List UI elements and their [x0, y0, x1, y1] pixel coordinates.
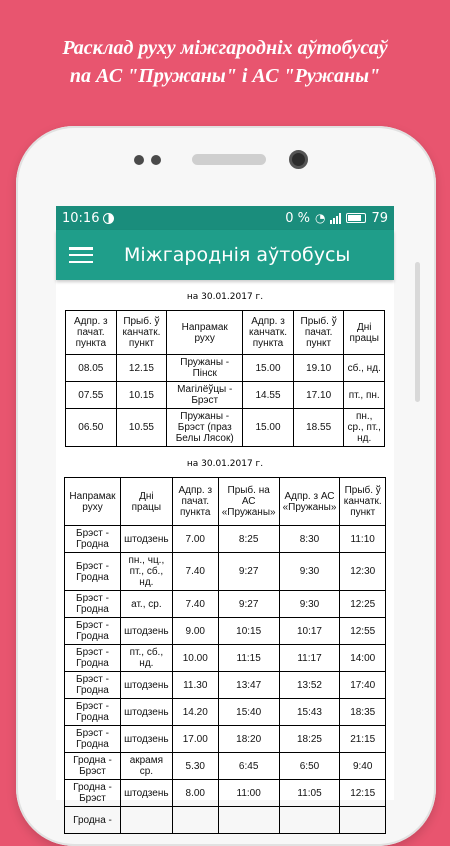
app-bar — [56, 230, 394, 280]
table-row — [65, 672, 386, 699]
table-cell: 6:45 — [218, 753, 279, 780]
table-cell: 10.15 — [116, 382, 167, 409]
table-cell: штодзень — [120, 699, 172, 726]
table-cell: пт., сб., нд. — [120, 645, 172, 672]
regional-schedule-table — [65, 310, 385, 447]
table-row — [65, 526, 386, 553]
table-cell: 10.55 — [116, 409, 167, 447]
table-cell: 13:47 — [218, 672, 279, 699]
table-cell: 7.00 — [172, 526, 218, 553]
table-cell: Брэст - Гродна — [65, 618, 121, 645]
table-cell: 18:25 — [279, 726, 340, 753]
intercity-schedule-table — [64, 477, 386, 834]
promo-line-1: Расклад руху міжгародніх аўтобусаў — [62, 37, 388, 59]
table-cell: 8.00 — [172, 780, 218, 807]
table-cell: 15.00 — [243, 355, 294, 382]
table-cell: 11:05 — [279, 780, 340, 807]
table-cell: 15.00 — [243, 409, 294, 447]
phone-screen — [56, 206, 394, 826]
battery-level: 79 — [371, 210, 388, 226]
table-cell: сб., нд. — [344, 355, 385, 382]
front-camera — [289, 150, 308, 169]
column-header: Адпр. з пачат. пункта — [66, 311, 117, 355]
table-cell: Брэст - Гродна — [65, 553, 121, 591]
sync-icon — [103, 213, 114, 224]
table-cell: 8:30 — [279, 526, 340, 553]
table-cell — [340, 807, 386, 834]
column-header: Прыб. на АС «Пружаны» — [218, 478, 279, 526]
table-cell: Брэст - Гродна — [65, 699, 121, 726]
table-row — [66, 355, 385, 382]
table-cell — [279, 807, 340, 834]
table-cell: 13:52 — [279, 672, 340, 699]
table-cell: акрамя ср. — [120, 753, 172, 780]
table-cell: 5.30 — [172, 753, 218, 780]
table-cell: Гродна - Брэст — [65, 780, 121, 807]
status-time: 10:16 — [62, 210, 100, 226]
table-cell: Брэст - Гродна — [65, 726, 121, 753]
table-cell: 17:40 — [340, 672, 386, 699]
column-header: Дні працы — [120, 478, 172, 526]
column-header: Адпр. з АС «Пружаны» — [279, 478, 340, 526]
phone-speaker — [192, 154, 266, 165]
table-cell: 18:35 — [340, 699, 386, 726]
column-header: Напрамак руху — [65, 478, 121, 526]
column-header: Напрамак руху — [167, 311, 243, 355]
table-cell: пт., пн. — [344, 382, 385, 409]
table-cell — [218, 807, 279, 834]
table-cell: 6:50 — [279, 753, 340, 780]
table-row — [65, 553, 386, 591]
phone-side-button — [415, 262, 420, 402]
table-cell: 7.40 — [172, 553, 218, 591]
sensor-dot — [151, 155, 161, 165]
table2-date: на 30.01.2017 г. — [186, 459, 264, 469]
table-cell: 08.05 — [66, 355, 117, 382]
table-cell: пн., чц., пт., сб., нд. — [120, 553, 172, 591]
table1-date: на 30.01.2017 г. — [186, 292, 264, 302]
table-cell — [172, 807, 218, 834]
table-cell: 7.40 — [172, 591, 218, 618]
table-cell: 9:27 — [218, 553, 279, 591]
table-cell — [120, 807, 172, 834]
table-cell: 12.15 — [116, 355, 167, 382]
table-cell: 12:55 — [340, 618, 386, 645]
table-cell: 11:00 — [218, 780, 279, 807]
column-header: Адпр. з канчатк. пункта — [243, 311, 294, 355]
table-cell: 9.00 — [172, 618, 218, 645]
table-cell: Пружаны - Пінск — [167, 355, 243, 382]
table-cell: 17.00 — [172, 726, 218, 753]
column-header: Прыб. ў канчатк. пункт — [340, 478, 386, 526]
table-row — [65, 591, 386, 618]
table-cell: Гродна - Брэст — [65, 753, 121, 780]
table-cell: 10:17 — [279, 618, 340, 645]
table-row — [65, 645, 386, 672]
schedule-content[interactable] — [56, 280, 394, 834]
table-cell: 9:27 — [218, 591, 279, 618]
table-cell: 8:25 — [218, 526, 279, 553]
table-cell: Брэст - Гродна — [65, 672, 121, 699]
table-row — [66, 382, 385, 409]
table-cell: 9:40 — [340, 753, 386, 780]
table-cell: 19.10 — [293, 355, 344, 382]
table-row — [65, 699, 386, 726]
promo-line-2: па АС "Пружаны" і АС "Ружаны" — [69, 65, 381, 87]
table-cell: Пружаны - Брэст (праз Белы Лясок) — [167, 409, 243, 447]
table-cell: 18.55 — [293, 409, 344, 447]
table-cell: Брэст - Гродна — [65, 645, 121, 672]
table-row — [65, 807, 386, 834]
sensor-dot — [134, 155, 144, 165]
promo-caption — [0, 34, 450, 90]
table-cell: 07.55 — [66, 382, 117, 409]
table-cell: штодзень — [120, 726, 172, 753]
hamburger-menu-icon[interactable] — [69, 247, 93, 263]
column-header: Адпр. з пачат. пункта — [172, 478, 218, 526]
table-cell: Брэст - Гродна — [65, 591, 121, 618]
column-header: Прыб. ў пачат. пункт — [293, 311, 344, 355]
table-cell: 9:30 — [279, 553, 340, 591]
column-header: Дні працы — [344, 311, 385, 355]
table-cell: 11:17 — [279, 645, 340, 672]
table-cell: 12:30 — [340, 553, 386, 591]
table-cell: пн., ср., пт., нд. — [344, 409, 385, 447]
table-header-row — [66, 311, 385, 355]
data-percent: 0 % — [285, 210, 310, 226]
table-cell: штодзень — [120, 618, 172, 645]
signal-icon — [330, 213, 341, 224]
table-cell: Магілёўцы - Брэст — [167, 382, 243, 409]
table-cell: 12:15 — [340, 780, 386, 807]
table-cell: 10:15 — [218, 618, 279, 645]
table-cell: 21:15 — [340, 726, 386, 753]
status-bar — [56, 206, 394, 230]
table-cell: штодзень — [120, 672, 172, 699]
table-row — [65, 780, 386, 807]
battery-icon — [346, 213, 366, 223]
table-cell: 06.50 — [66, 409, 117, 447]
wifi-icon: ◔ — [314, 211, 326, 225]
table-cell: 15:43 — [279, 699, 340, 726]
table-cell: Гродна - — [65, 807, 121, 834]
table-cell: Брэст - Гродна — [65, 526, 121, 553]
table-cell: 9:30 — [279, 591, 340, 618]
table-cell: 18:20 — [218, 726, 279, 753]
table-cell: 14.20 — [172, 699, 218, 726]
table-cell: штодзень — [120, 526, 172, 553]
column-header: Прыб. ў канчатк. пункт — [116, 311, 167, 355]
table-cell: 14.55 — [243, 382, 294, 409]
table-cell: 12:25 — [340, 591, 386, 618]
table-cell: 11:10 — [340, 526, 386, 553]
table-row — [65, 618, 386, 645]
table-cell: штодзень — [120, 780, 172, 807]
table-cell: 10.00 — [172, 645, 218, 672]
table-header-row — [65, 478, 386, 526]
table-cell: 14:00 — [340, 645, 386, 672]
table-cell: ат., ср. — [120, 591, 172, 618]
table-row — [66, 409, 385, 447]
table-cell: 11:15 — [218, 645, 279, 672]
app-title: Міжгароднія аўтобусы — [124, 244, 351, 266]
table-cell: 11.30 — [172, 672, 218, 699]
table-cell: 15:40 — [218, 699, 279, 726]
table-cell: 17.10 — [293, 382, 344, 409]
table-row — [65, 753, 386, 780]
table-row — [65, 726, 386, 753]
